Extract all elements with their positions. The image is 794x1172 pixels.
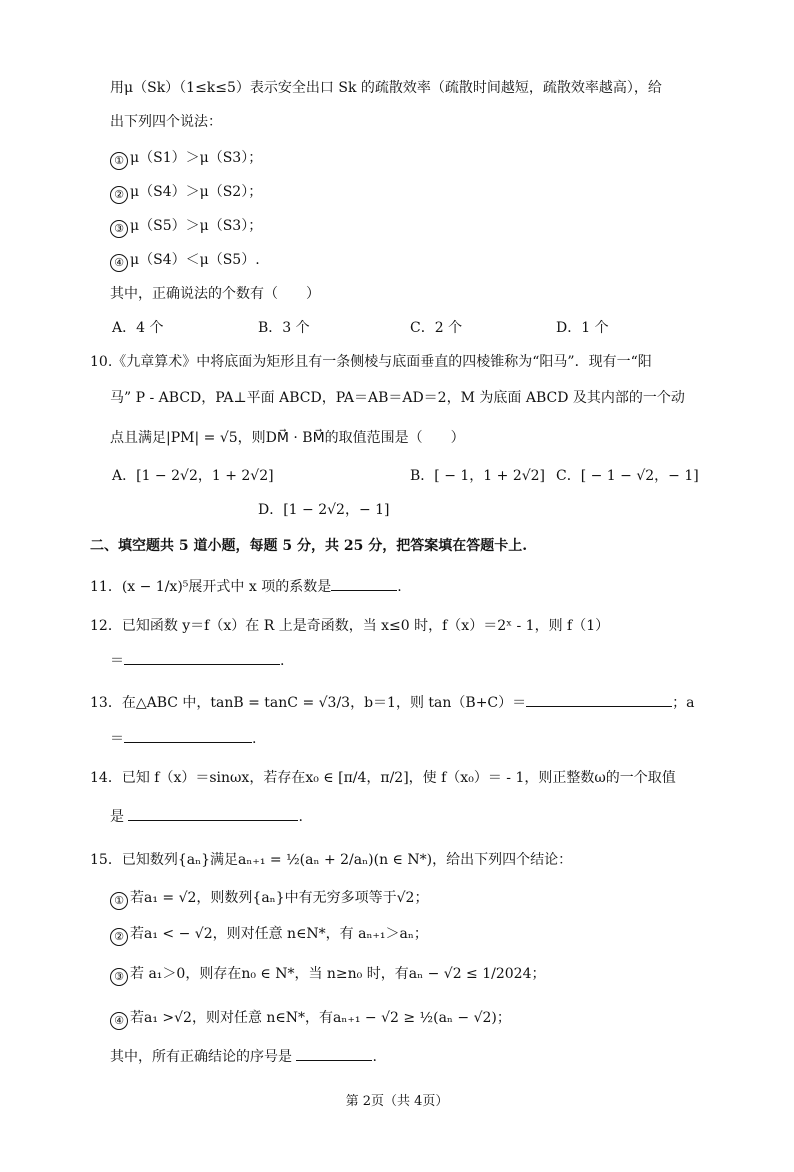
page-footer: 第 2页（共 4页） (345, 1094, 449, 1109)
q10-option-c: C．[ − 1 − √2，− 1] (556, 468, 699, 484)
q15-conclusion-1: ① 若a₁ = √2，则数列{aₙ}中有无穷多项等于√2； (110, 888, 428, 910)
q15-conclusion-2: ② 若a₁ < − √2，则对任意 n∈N*，有 aₙ₊₁＞aₙ； (110, 924, 428, 946)
circled-number-2: ② (110, 928, 128, 946)
q10-option-d: D．[1 − 2√2，− 1] (258, 502, 390, 518)
q15-conclusion-3: ③ 若 a₁＞0，则存在n₀ ∈ N*，当 n≥n₀ 时，有aₙ − √2 ≤ 1/2024； (110, 964, 545, 986)
q9-option-d: D．1 个 (556, 320, 609, 336)
circled-number-2: ② (110, 186, 128, 204)
q12-line2: ＝ . (110, 650, 284, 671)
q14-line2: 是 . (110, 806, 303, 827)
q9-statement-1: ① μ（S1）＞μ（S3）； (110, 148, 262, 170)
circled-number-4: ④ (110, 254, 128, 272)
circled-number-4: ④ (110, 1012, 128, 1030)
q9-statement-2: ② μ（S4）＞μ（S2）； (110, 182, 262, 204)
answer-blank-q14 (128, 806, 298, 821)
circled-number-3: ③ (110, 968, 128, 986)
q9-statement-4: ④ μ（S4）＜μ（S5）. (110, 250, 260, 272)
q10-line3: 点且满足|PM| = √5，则DM⃗ · BM⃗的取值范围是（ ） (110, 430, 465, 446)
q9-statement-3: ③ μ（S5）＞μ（S3）； (110, 216, 262, 238)
circled-number-3: ③ (110, 220, 128, 238)
q15-conclusion-4: ④ 若a₁ >√2，则对任意 n∈N*，有aₙ₊₁ − √2 ≥ ½(aₙ − √2)； (110, 1008, 511, 1030)
q15-question: 其中，所有正确结论的序号是 . (110, 1046, 377, 1067)
q14-line1: 14．已知 f（x）＝sinωx，若存在x₀ ∈ [π/4，π/2]，使 f（x₀）＝ - 1，则正整数ω的一个取值 (90, 770, 676, 786)
q12-line1: 12．已知函数 y＝f（x）在 R 上是奇函数，当 x≤0 时，f（x）＝2ˣ - 1，则 f（1） (90, 618, 610, 634)
q9-option-a: A．4 个 (112, 320, 164, 336)
answer-blank-q12 (124, 650, 280, 665)
answer-blank-q15 (296, 1046, 372, 1061)
q10-option-a: A．[1 − 2√2，1 + 2√2] (112, 468, 274, 484)
circled-number-1: ① (110, 892, 128, 910)
q9-intro-line1: 用μ（Sk）（1≤k≤5）表示安全出口 Sk 的疏散效率（疏散时间越短，疏散效率越高），给 (110, 80, 662, 96)
q9-option-b: B．3 个 (258, 320, 310, 336)
answer-blank-q13-first (526, 692, 672, 707)
q10-option-b: B．[ − 1，1 + 2√2] (410, 468, 546, 484)
q9-question: 其中，正确说法的个数有（ ） (110, 286, 320, 302)
q13-line1: 13．在△ABC 中，tanB = tanC = √3/3，b＝1，则 tan（B+C）＝ ；a (90, 692, 695, 713)
section-2-heading: 二、填空题共 5 道小题，每题 5 分，共 25 分，把答案填在答题卡上. (90, 538, 528, 554)
q10-line2: 马” P - ABCD，PA⊥平面 ABCD，PA＝AB＝AD＝2，M 为底面 ABCD 及其内部的一个动 (110, 390, 685, 406)
q13-line2: ＝ . (110, 728, 256, 749)
q10-line1: 10.《九章算术》中将底面为矩形且有一条侧棱与底面垂直的四棱锥称为“阳马”．现有一“阳 (90, 354, 652, 370)
circled-number-1: ① (110, 152, 128, 170)
answer-blank-q11 (331, 576, 397, 591)
q11-line: 11．(x − 1/x)⁵展开式中 x 项的系数是 . (90, 576, 402, 597)
q9-intro-line2: 出下列四个说法： (110, 114, 222, 130)
q9-option-c: C．2 个 (410, 320, 463, 336)
answer-blank-q13-second (124, 728, 252, 743)
q15-line1: 15．已知数列{aₙ}满足aₙ₊₁ = ½(aₙ + 2/aₙ)(n ∈ N*)，给出下列四个结论： (90, 852, 573, 868)
